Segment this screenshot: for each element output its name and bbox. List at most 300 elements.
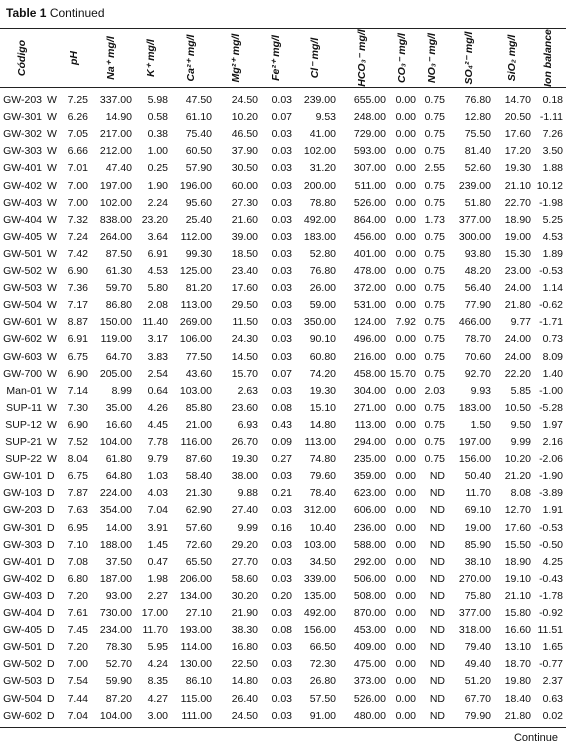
table-cell: 729.00 xyxy=(353,128,386,141)
table-cell: 475.00 xyxy=(353,658,386,671)
table-cell: 57.60 xyxy=(185,521,212,534)
table-cell: 2.63 xyxy=(237,384,258,397)
table-cell: 7.20 xyxy=(67,589,88,602)
table-cell: 77.50 xyxy=(185,350,212,363)
table-cell: GW-301 xyxy=(3,111,42,124)
table-cell: 19.80 xyxy=(504,675,531,688)
table-cell: 11.40 xyxy=(142,316,168,329)
table-cell: 337.00 xyxy=(99,94,132,106)
table-cell: SUP-21 xyxy=(5,436,42,448)
table-cell: 9.88 xyxy=(237,487,258,500)
table-cell: 234.00 xyxy=(99,624,132,637)
table-cell: 99.30 xyxy=(185,247,212,260)
hdr-hco3: HCO₃⁻ mg/l xyxy=(356,29,368,87)
table-row xyxy=(0,638,566,656)
table-cell: SUP-12 xyxy=(5,418,42,431)
table-cell: 10.40 xyxy=(309,521,336,534)
table-cell: 9.99 xyxy=(237,521,258,534)
hdr-so4: SO₄²⁻ mg/l xyxy=(463,31,475,85)
table-row xyxy=(0,211,566,229)
table-row xyxy=(0,416,566,434)
table-cell: 156.00 xyxy=(303,624,336,637)
table-cell: 11.51 xyxy=(537,624,563,637)
table-title: Table 1 Continued xyxy=(6,6,105,20)
table-cell: -1.11 xyxy=(539,111,563,124)
table-cell: 9.99 xyxy=(510,436,531,448)
table-cell: 350.00 xyxy=(303,316,336,329)
table-cell: 113.00 xyxy=(304,436,336,448)
table-cell: 7.04 xyxy=(147,504,168,517)
table-cell: 206.00 xyxy=(179,572,212,585)
table-cell: 248.00 xyxy=(353,111,386,124)
table-cell: 64.70 xyxy=(105,350,132,363)
table-cell: 0.75 xyxy=(424,265,445,277)
table-cell: 9.93 xyxy=(470,384,491,397)
table-cell: 61.10 xyxy=(185,111,212,124)
table-cell: GW-403 xyxy=(3,589,42,602)
table-cell: 5.25 xyxy=(542,213,563,226)
table-cell: 4.45 xyxy=(147,418,168,431)
table-cell: 7.32 xyxy=(67,213,88,226)
table-cell: 19.30 xyxy=(309,384,336,397)
table-cell: GW-700 xyxy=(3,367,42,380)
table-cell: 14.70 xyxy=(504,94,531,106)
table-cell: 76.80 xyxy=(309,265,336,277)
table-cell: GW-302 xyxy=(3,128,42,141)
table-cell: 9.53 xyxy=(315,111,336,124)
table-cell: 79.60 xyxy=(309,470,336,483)
table-cell: 730.00 xyxy=(99,607,132,619)
table-cell: GW-602 xyxy=(3,333,42,346)
table-cell: 0.08 xyxy=(271,401,292,414)
table-cell: 1.89 xyxy=(542,247,563,260)
table-cell: 21.80 xyxy=(504,709,531,722)
table-row xyxy=(0,707,566,725)
table-cell: 0.73 xyxy=(542,333,563,346)
table-cell: W xyxy=(47,453,57,466)
table-cell: 478.00 xyxy=(353,265,386,277)
table-cell: 112.00 xyxy=(180,230,212,243)
table-cell: 354.00 xyxy=(99,504,132,517)
table-cell: 15.70 xyxy=(389,367,416,380)
table-cell: 78.40 xyxy=(309,487,336,500)
table-row xyxy=(0,228,566,246)
table-cell: 51.80 xyxy=(464,196,491,209)
table-cell: 0.00 xyxy=(395,641,416,654)
table-cell: 0.03 xyxy=(271,213,292,226)
table-cell: 47.50 xyxy=(185,94,212,106)
table-cell: 0.03 xyxy=(271,709,292,722)
table-cell: 7.36 xyxy=(67,282,88,295)
table-cell: 531.00 xyxy=(353,299,386,312)
table-cell: 38.10 xyxy=(464,555,491,568)
table-cell: 0.00 xyxy=(395,265,416,277)
table-cell: 0.00 xyxy=(395,624,416,637)
table-cell: 2.55 xyxy=(424,162,445,175)
table-cell: W xyxy=(47,265,57,277)
table-cell: 7.42 xyxy=(67,247,88,260)
table-cell: 23.60 xyxy=(231,401,258,414)
table-cell: ND xyxy=(429,589,445,602)
table-cell: GW-403 xyxy=(3,196,42,209)
table-cell: 0.08 xyxy=(271,624,292,637)
bottom-rule xyxy=(0,727,566,728)
table-cell: Man-01 xyxy=(6,384,42,397)
table-cell: 0.03 xyxy=(271,179,292,192)
table-cell: 1.50 xyxy=(470,418,491,431)
table-cell: SUP-11 xyxy=(6,401,42,414)
table-cell: 4.27 xyxy=(147,692,168,705)
table-cell: GW-303 xyxy=(3,145,42,158)
table-cell: 593.00 xyxy=(353,145,386,158)
table-cell: 269.00 xyxy=(179,316,212,329)
table-cell: 7.20 xyxy=(67,641,88,654)
table-cell: 9.77 xyxy=(510,316,531,329)
table-cell: 506.00 xyxy=(353,572,386,585)
table-cell: 3.64 xyxy=(147,230,168,243)
table-cell: 70.60 xyxy=(464,350,491,363)
table-cell: 0.38 xyxy=(147,128,168,141)
table-cell: 60.00 xyxy=(231,179,258,192)
table-row xyxy=(0,279,566,297)
table-cell: 113.00 xyxy=(180,299,212,312)
table-cell: 34.50 xyxy=(309,555,336,568)
table-cell: -3.89 xyxy=(539,487,563,500)
table-cell: 0.03 xyxy=(271,641,292,654)
table-cell: 0.03 xyxy=(271,350,292,363)
table-cell: 14.80 xyxy=(309,418,336,431)
table-cell: 1.14 xyxy=(542,282,563,295)
table-cell: 18.40 xyxy=(504,692,531,705)
table-cell: 5.98 xyxy=(147,94,168,106)
table-cell: 0.00 xyxy=(395,453,416,466)
table-cell: 0.00 xyxy=(395,538,416,551)
table-cell: 27.10 xyxy=(185,607,212,619)
table-cell: GW-203 xyxy=(3,94,42,106)
table-cell: 183.00 xyxy=(458,401,491,414)
table-cell: ND xyxy=(429,624,445,637)
table-cell: 0.03 xyxy=(271,265,292,277)
table-cell: 870.00 xyxy=(353,607,386,619)
table-cell: D xyxy=(47,504,55,517)
table-cell: 81.20 xyxy=(185,282,212,295)
hdr-type xyxy=(47,30,59,86)
table-cell: 35.00 xyxy=(105,401,132,414)
table-cell: 14.00 xyxy=(105,521,132,534)
table-cell: 60.50 xyxy=(185,145,212,158)
table-row xyxy=(0,262,566,280)
table-cell: 0.75 xyxy=(424,401,445,414)
table-cell: 62.90 xyxy=(185,504,212,517)
table-cell: 7.00 xyxy=(67,179,88,192)
table-cell: 86.10 xyxy=(185,675,212,688)
table-row xyxy=(0,330,566,348)
table-cell: GW-602 xyxy=(3,709,42,722)
table-cell: 466.00 xyxy=(458,316,491,329)
table-cell: 8.04 xyxy=(67,453,88,466)
table-cell: 17.20 xyxy=(504,145,531,158)
table-cell: 0.00 xyxy=(395,196,416,209)
table-cell: 409.00 xyxy=(353,641,386,654)
table-cell: 12.70 xyxy=(504,504,531,517)
table-cell: 0.03 xyxy=(271,555,292,568)
table-cell: 0.75 xyxy=(424,196,445,209)
table-cell: ND xyxy=(429,641,445,654)
table-cell: 359.00 xyxy=(353,470,386,483)
table-cell: 235.00 xyxy=(353,453,386,466)
table-cell: 496.00 xyxy=(353,333,386,346)
table-cell: 74.20 xyxy=(309,367,336,380)
table-cell: 85.80 xyxy=(185,401,212,414)
table-cell: 0.75 xyxy=(424,367,445,380)
table-row xyxy=(0,91,566,109)
table-cell: 26.70 xyxy=(231,436,258,448)
table-cell: -2.06 xyxy=(539,453,563,466)
table-cell: 6.91 xyxy=(147,247,168,260)
continue-note: Continue xyxy=(513,732,558,744)
table-cell: 85.90 xyxy=(464,538,491,551)
table-cell: -0.92 xyxy=(539,607,563,619)
table-cell: 838.00 xyxy=(99,213,132,226)
table-cell: 11.50 xyxy=(232,316,258,329)
table-cell: ND xyxy=(429,572,445,585)
table-cell: 0.00 xyxy=(395,384,416,397)
table-cell: 0.00 xyxy=(395,607,416,619)
table-cell: 270.00 xyxy=(458,572,491,585)
table-cell: 6.93 xyxy=(237,418,258,431)
table-cell: 87.20 xyxy=(105,692,132,705)
table-cell: GW-501 xyxy=(3,641,42,654)
table-row xyxy=(0,159,566,177)
table-cell: -0.53 xyxy=(539,265,563,277)
table-row xyxy=(0,690,566,708)
table-cell: 2.16 xyxy=(542,436,563,448)
table-cell: 0.03 xyxy=(271,692,292,705)
table-cell: -0.62 xyxy=(539,299,563,312)
table-cell: 22.70 xyxy=(504,196,531,209)
table-cell: 72.60 xyxy=(185,538,212,551)
table-cell: 8.09 xyxy=(542,350,563,363)
table-cell: 304.00 xyxy=(353,384,386,397)
table-cell: 294.00 xyxy=(353,436,386,448)
table-cell: 4.24 xyxy=(147,658,168,671)
table-cell: D xyxy=(47,487,55,500)
table-cell: 17.60 xyxy=(231,282,258,295)
table-cell: 57.50 xyxy=(309,692,336,705)
table-cell: 6.90 xyxy=(67,265,88,277)
table-cell: 16.60 xyxy=(105,418,132,431)
table-row xyxy=(0,194,566,212)
table-cell: 15.70 xyxy=(231,367,258,380)
table-cell: 6.95 xyxy=(67,521,88,534)
table-cell: 0.00 xyxy=(395,555,416,568)
table-cell: 78.30 xyxy=(105,641,132,654)
table-cell: 14.80 xyxy=(231,675,258,688)
table-cell: 458.00 xyxy=(353,367,386,380)
table-cell: 196.00 xyxy=(179,179,212,192)
table-cell: 26.40 xyxy=(231,692,258,705)
table-cell: 7.92 xyxy=(395,316,416,329)
table-cell: 10.12 xyxy=(536,179,563,192)
table-cell: 23.40 xyxy=(231,265,258,277)
table-row xyxy=(0,672,566,690)
table-cell: 373.00 xyxy=(353,675,386,688)
table-cell: 205.00 xyxy=(99,367,132,380)
table-cell: 0.03 xyxy=(271,504,292,517)
table-row xyxy=(0,296,566,314)
table-cell: 239.00 xyxy=(303,94,336,106)
table-cell: 2.37 xyxy=(542,675,563,688)
table-cell: D xyxy=(47,589,55,602)
table-cell: 0.20 xyxy=(271,589,292,602)
table-cell: GW-504 xyxy=(3,692,42,705)
table-cell: GW-404 xyxy=(3,213,42,226)
table-row xyxy=(0,399,566,417)
table-cell: D xyxy=(47,607,55,619)
table-cell: 7.30 xyxy=(67,401,88,414)
hdr-mg: Mg²⁺ mg/l xyxy=(230,33,242,83)
table-cell: 0.00 xyxy=(395,230,416,243)
table-cell: 24.00 xyxy=(504,282,531,295)
table-cell: 0.00 xyxy=(395,692,416,705)
table-cell: 7.52 xyxy=(67,436,88,448)
table-cell: 79.40 xyxy=(464,641,491,654)
table-cell: 23.20 xyxy=(141,213,168,226)
table-cell: 15.10 xyxy=(309,401,336,414)
table-cell: 20.50 xyxy=(504,111,531,124)
table-cell: 25.40 xyxy=(185,213,212,226)
table-cell: 78.80 xyxy=(309,196,336,209)
table-cell: W xyxy=(47,247,57,260)
table-cell: 372.00 xyxy=(353,282,386,295)
table-cell: 2.27 xyxy=(147,589,168,602)
table-cell: ND xyxy=(429,555,445,568)
table-row xyxy=(0,501,566,519)
table-cell: 7.54 xyxy=(67,675,88,688)
table-cell: 377.00 xyxy=(458,607,491,619)
table-cell: 52.80 xyxy=(309,247,336,260)
table-cell: 81.40 xyxy=(464,145,491,158)
table-cell: 7.78 xyxy=(147,436,168,448)
table-cell: 16.60 xyxy=(504,624,531,637)
table-cell: GW-501 xyxy=(3,247,42,260)
table-cell: 7.05 xyxy=(67,128,88,141)
table-cell: 115.00 xyxy=(180,692,212,705)
table-cell: 8.08 xyxy=(510,487,531,500)
table-cell: 377.00 xyxy=(458,213,491,226)
table-cell: 48.20 xyxy=(464,265,491,277)
table-cell: W xyxy=(47,145,57,158)
table-cell: D xyxy=(47,470,55,483)
table-cell: GW-405 xyxy=(3,230,42,243)
table-cell: 7.26 xyxy=(542,128,563,141)
table-cell: -1.00 xyxy=(539,384,563,397)
table-cell: 93.80 xyxy=(464,247,491,260)
table-cell: 87.50 xyxy=(105,247,132,260)
table-cell: W xyxy=(47,299,57,312)
table-cell: 8.35 xyxy=(147,675,168,688)
table-cell: W xyxy=(47,230,57,243)
table-cell: 78.70 xyxy=(464,333,491,346)
table-cell: 1.65 xyxy=(542,641,563,654)
table-cell: 19.00 xyxy=(464,521,491,534)
table-cell: 0.27 xyxy=(271,453,292,466)
table-cell: 102.00 xyxy=(99,196,132,209)
table-cell: 1.45 xyxy=(147,538,168,551)
table-cell: 7.08 xyxy=(67,555,88,568)
table-cell: 0.00 xyxy=(395,350,416,363)
table-cell: D xyxy=(47,675,55,688)
table-cell: 29.50 xyxy=(231,299,258,312)
table-cell: 0.00 xyxy=(395,418,416,431)
table-cell: 312.00 xyxy=(303,504,336,517)
table-cell: 0.00 xyxy=(395,658,416,671)
table-cell: 0.47 xyxy=(147,555,168,568)
table-cell: 9.79 xyxy=(147,453,168,466)
table-cell: 26.80 xyxy=(309,675,336,688)
table-cell: 511.00 xyxy=(354,179,386,192)
table-cell: 72.30 xyxy=(309,658,336,671)
table-cell: 21.60 xyxy=(231,213,258,226)
table-cell: W xyxy=(47,162,57,175)
table-cell: 47.40 xyxy=(105,162,132,175)
table-cell: 0.07 xyxy=(271,111,292,124)
table-cell: 125.00 xyxy=(179,265,212,277)
table-cell: 56.40 xyxy=(464,282,491,295)
table-cell: 0.00 xyxy=(395,436,416,448)
hdr-sio2: SiO₂ mg/l xyxy=(506,34,518,82)
table-cell: 0.00 xyxy=(395,247,416,260)
table-cell: GW-504 xyxy=(3,299,42,312)
table-cell: 77.90 xyxy=(464,299,491,312)
table-cell: 0.03 xyxy=(271,282,292,295)
table-cell: 19.30 xyxy=(504,162,531,175)
table-cell: W xyxy=(47,316,57,329)
table-cell: 156.00 xyxy=(458,453,491,466)
table-cell: 124.00 xyxy=(353,316,386,329)
table-cell: ND xyxy=(429,675,445,688)
table-cell: 17.00 xyxy=(141,607,168,619)
table-cell: W xyxy=(47,196,57,209)
table-cell: 90.10 xyxy=(309,333,336,346)
table-cell: 864.00 xyxy=(353,213,386,226)
table-cell: 1.40 xyxy=(542,367,563,380)
table-cell: W xyxy=(47,418,57,431)
table-cell: 17.60 xyxy=(504,521,531,534)
table-cell: GW-601 xyxy=(3,316,42,329)
table-cell: 2.54 xyxy=(147,367,168,380)
table-cell: 492.00 xyxy=(303,213,336,226)
table-cell: 12.80 xyxy=(464,111,491,124)
table-cell: 200.00 xyxy=(303,179,336,192)
table-row xyxy=(0,365,566,383)
table-cell: 453.00 xyxy=(353,624,386,637)
table-cell: 22.20 xyxy=(504,367,531,380)
table-cell: 0.03 xyxy=(271,128,292,141)
table-cell: 58.60 xyxy=(231,572,258,585)
table-cell: -0.50 xyxy=(539,538,563,551)
table-cell: 6.75 xyxy=(67,350,88,363)
table-cell: ND xyxy=(429,504,445,517)
table-cell: 43.60 xyxy=(185,367,212,380)
table-cell: 7.01 xyxy=(67,162,88,175)
table-cell: 5.85 xyxy=(510,384,531,397)
table-header xyxy=(0,30,566,86)
table-cell: D xyxy=(47,692,55,705)
table-cell: 0.00 xyxy=(395,709,416,722)
table-cell: 0.75 xyxy=(424,179,445,192)
table-cell: GW-502 xyxy=(3,658,42,671)
